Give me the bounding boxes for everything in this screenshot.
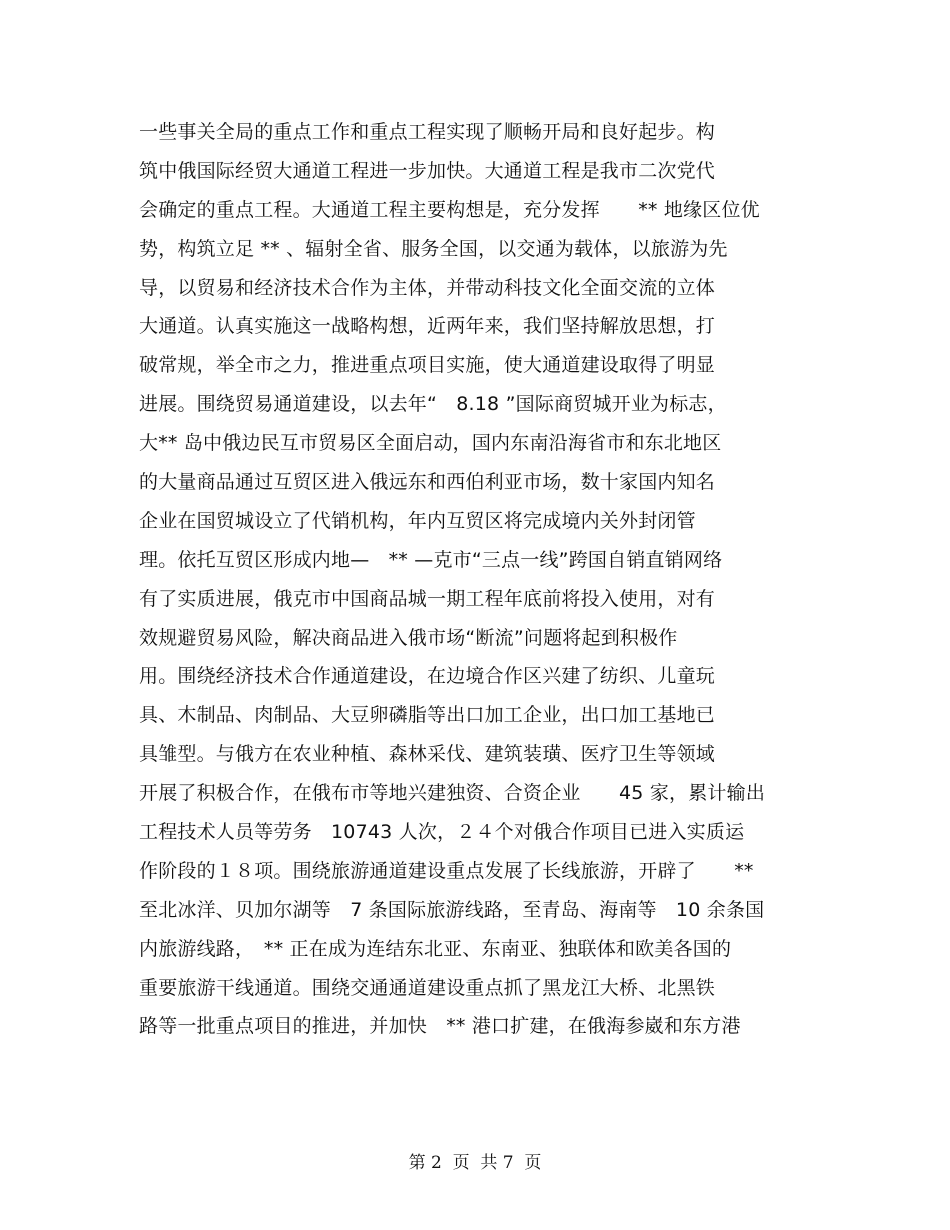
text-line: 大通道。认真实施这一战略构想，近两年来，我们坚持解放思想，打	[139, 315, 716, 338]
text-line: 用。围绕经济技术合作通道建设，在边境合作区兴建了纺织、儿童玩	[139, 665, 716, 688]
text-line: 重要旅游干线通道。围绕交通通道建设重点抓了黑龙江大桥、北黑铁	[139, 976, 716, 999]
text-line: 内旅游线路， ** 正在成为连结东北亚、东南亚、独联体和欧美各国的	[139, 937, 732, 960]
text-line: 的大量商品通过互贸区进入俄远东和西伯利亚市场，数十家国内知名	[139, 471, 716, 494]
text-line: 理。依托互贸区形成内地— ** —克市“三点一线”跨国自销直销网络	[139, 548, 723, 571]
text-line: 工程技术人员等劳务 10743 人次，２４个对俄合作项目已进入实质运	[139, 821, 745, 844]
text-line: 会确定的重点工程。大通道工程主要构想是，充分发挥 ** 地缘区位优	[139, 198, 760, 221]
text-line: 筑中俄国际经贸大通道工程进一步加快。大通道工程是我市二次党代	[139, 159, 716, 182]
text-line: 进展。围绕贸易通道建设，以去年“ 8.18 ”国际商贸城开业为标志，	[139, 393, 727, 416]
text-line: 路等一批重点项目的推进，并加快 ** 港口扩建，在俄海参崴和东方港	[139, 1015, 741, 1038]
text-line: 有了实质进展，俄克市中国商品城一期工程年底前将投入使用，对有	[139, 587, 716, 610]
text-line: 具雏型。与俄方在农业种植、森林采伐、建筑装璜、医疗卫生等领域	[139, 743, 716, 766]
text-line: 导，以贸易和经济技术合作为主体，并带动科技文化全面交流的立体	[139, 276, 716, 299]
text-line: 企业在国贸城设立了代销机构，年内互贸区将完成境内关外封闭管	[139, 509, 696, 532]
text-line: 破常规，举全市之力，推进重点项目实施，使大通道建设取得了明显	[139, 354, 716, 377]
text-line: 大** 岛中俄边民互市贸易区全面启动，国内东南沿海省市和东北地区	[139, 432, 722, 455]
body-text	[139, 113, 819, 1046]
text-line: 开展了积极合作，在俄布市等地兴建独资、合资企业 45 家，累计输出	[139, 782, 766, 805]
text-line: 效规避贸易风险，解决商品进入俄市场“断流”问题将起到积极作	[139, 626, 678, 649]
page-number-footer: 第 2 页 共 7 页	[408, 1153, 542, 1173]
text-line: 一些事关全局的重点工作和重点工程实现了顺畅开局和良好起步。构	[139, 121, 716, 143]
text-line: 至北冰洋、贝加尔湖等 7 条国际旅游线路，至青岛、海南等 10 余条国	[139, 898, 765, 921]
text-line: 具、木制品、肉制品、大豆卵磷脂等出口加工企业，出口加工基地已	[139, 704, 716, 727]
text-line: 作阶段的１８项。围绕旅游通道建设重点发展了长线旅游，开辟了 **	[139, 859, 754, 882]
text-line: 势，构筑立足 ** 、辐射全省、服务全国，以交通为载体，以旅游为先	[139, 237, 728, 260]
